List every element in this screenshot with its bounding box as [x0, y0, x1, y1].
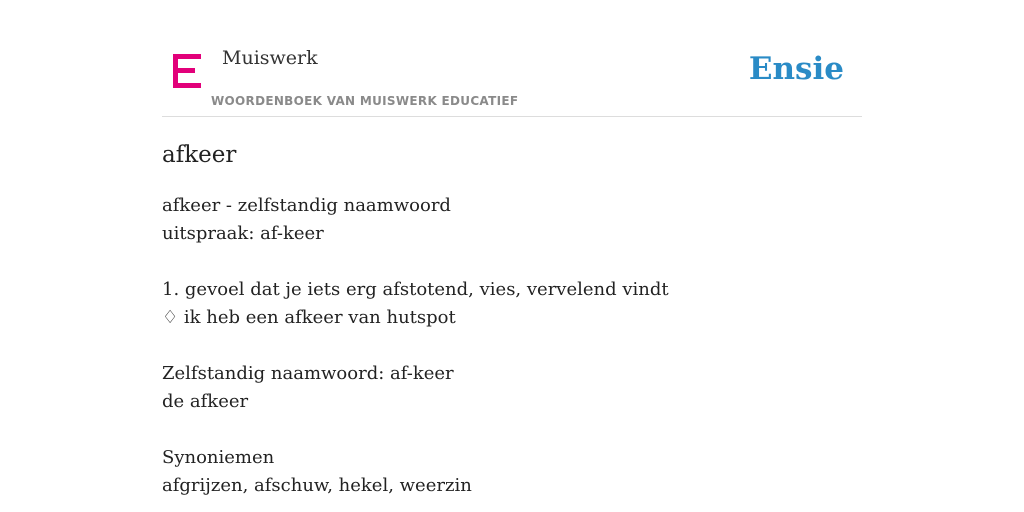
logo-bar-top — [173, 54, 201, 59]
article-form-line: de afkeer — [162, 391, 249, 412]
logo-bar-bottom — [173, 83, 201, 88]
noun-line: Zelfstandig naamwoord: af-keer — [162, 363, 454, 384]
pos-line: afkeer - zelfstandig naamwoord — [162, 195, 451, 216]
spacer — [162, 248, 862, 276]
publisher-name[interactable]: Muiswerk — [222, 47, 318, 69]
dictionary-subtitle: WOORDENBOEK VAN MUISWERK EDUCATIEF — [211, 94, 519, 108]
entry-content — [162, 140, 862, 500]
synonyms-heading: Synoniemen — [162, 447, 275, 468]
entry-body — [162, 192, 862, 500]
ensie-brand-logo[interactable]: Ensie — [748, 51, 844, 87]
synonyms-list: afgrijzen, afschuw, hekel, weerzin — [162, 475, 472, 496]
spacer — [162, 332, 862, 360]
page-title: afkeer — [162, 142, 237, 168]
logo-bar-middle — [173, 68, 195, 73]
definition-line: 1. gevoel dat je iets erg afstotend, vies, vervelend vindt — [162, 279, 669, 300]
site-header — [162, 0, 862, 117]
spacer — [162, 416, 862, 444]
pronunciation-line: uitspraak: af-keer — [162, 223, 324, 244]
muiswerk-logo-icon[interactable] — [173, 54, 201, 88]
example-line: ♢ ik heb een afkeer van hutspot — [162, 307, 456, 328]
